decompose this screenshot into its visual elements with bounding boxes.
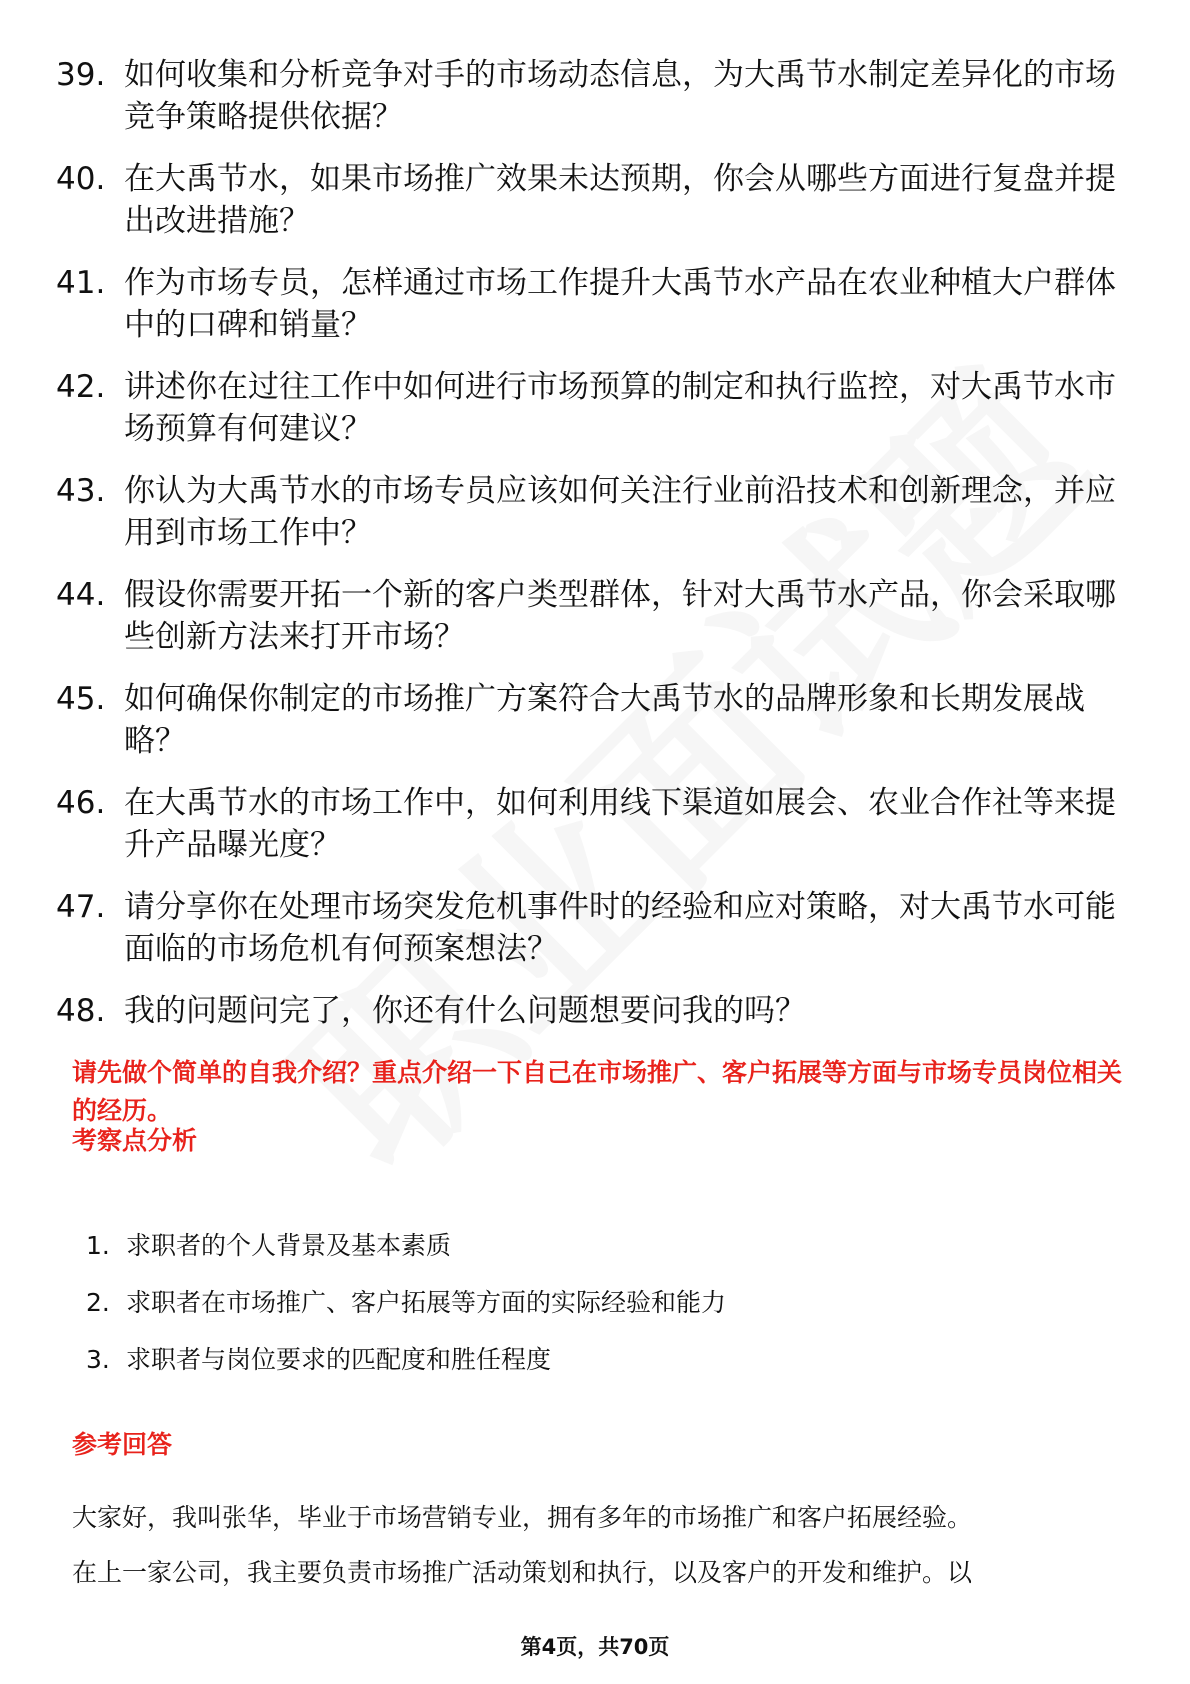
- question-text: 讲述你在过往工作中如何进行市场预算的制定和执行监控，对大禹节水市场预算有何建议？: [124, 369, 1116, 447]
- analysis-point: [86, 1343, 1086, 1377]
- question-item: [56, 158, 1136, 242]
- question-item: [56, 470, 1136, 554]
- question-item: [56, 574, 1136, 658]
- question-number: 47.: [56, 889, 106, 925]
- analysis-point-list: [86, 1229, 1086, 1400]
- analysis-point-number: 1.: [86, 1231, 110, 1260]
- question-item: [56, 782, 1136, 866]
- question-number: 43.: [56, 473, 106, 509]
- question-item: [56, 678, 1136, 762]
- question-number: 44.: [56, 577, 106, 613]
- reference-answer-line: 大家好，我叫张华，毕业于市场营销专业，拥有多年的市场推广和客户拓展经验。: [72, 1503, 973, 1532]
- reference-answer-line: 在上一家公司，我主要负责市场推广活动策划和执行，以及客户的开发和维护。以: [72, 1558, 973, 1587]
- question-item: [56, 366, 1136, 450]
- analysis-point-text: 求职者与岗位要求的匹配度和胜任程度: [126, 1345, 552, 1374]
- analysis-point-number: 2.: [86, 1288, 110, 1317]
- question-text: 假设你需要开拓一个新的客户类型群体，针对大禹节水产品，你会采取哪些创新方法来打开市场？: [124, 577, 1116, 655]
- question-text: 你认为大禹节水的市场专员应该如何关注行业前沿技术和创新理念，并应用到市场工作中？: [124, 473, 1116, 551]
- question-number: 41.: [56, 265, 106, 301]
- analysis-heading: 考察点分析: [72, 1126, 198, 1155]
- question-item: [56, 54, 1136, 138]
- question-text: 如何确保你制定的市场推广方案符合大禹节水的品牌形象和长期发展战略？: [124, 681, 1085, 759]
- question-text: 如何收集和分析竞争对手的市场动态信息，为大禹节水制定差异化的市场竞争策略提供依据？: [124, 57, 1116, 135]
- question-text: 请分享你在处理市场突发危机事件时的经验和应对策略，对大禹节水可能面临的市场危机有何预案想法？: [124, 889, 1116, 967]
- highlight-question: 请先做个简单的自我介绍？重点介绍一下自己在市场推广、客户拓展等方面与市场专员岗位相关的经历。: [72, 1058, 1123, 1125]
- question-text: 在大禹节水，如果市场推广效果未达预期，你会从哪些方面进行复盘并提出改进措施？: [124, 161, 1116, 239]
- question-list: [56, 54, 1136, 1052]
- question-text: 在大禹节水的市场工作中，如何利用线下渠道如展会、农业合作社等来提升产品曝光度？: [124, 785, 1116, 863]
- question-number: 48.: [56, 993, 106, 1029]
- analysis-point-number: 3.: [86, 1345, 110, 1374]
- question-number: 45.: [56, 681, 106, 717]
- analysis-point: [86, 1286, 1086, 1320]
- question-text: 我的问题问完了，你还有什么问题想要问我的吗？: [124, 993, 806, 1029]
- question-text: 作为市场专员，怎样通过市场工作提升大禹节水产品在农业种植大户群体中的口碑和销量？: [124, 265, 1116, 343]
- question-number: 39.: [56, 57, 106, 93]
- question-number: 46.: [56, 785, 106, 821]
- question-number: 40.: [56, 161, 106, 197]
- question-item: [56, 886, 1136, 970]
- analysis-point-text: 求职者的个人背景及基本素质: [126, 1231, 452, 1260]
- analysis-point-text: 求职者在市场推广、客户拓展等方面的实际经验和能力: [126, 1288, 727, 1317]
- analysis-point: [86, 1229, 1086, 1263]
- reference-heading: 参考回答: [72, 1430, 173, 1459]
- question-item: [56, 262, 1136, 346]
- page-footer: 第4页，共70页: [520, 1635, 670, 1659]
- question-item: [56, 990, 1136, 1032]
- question-number: 42.: [56, 369, 106, 405]
